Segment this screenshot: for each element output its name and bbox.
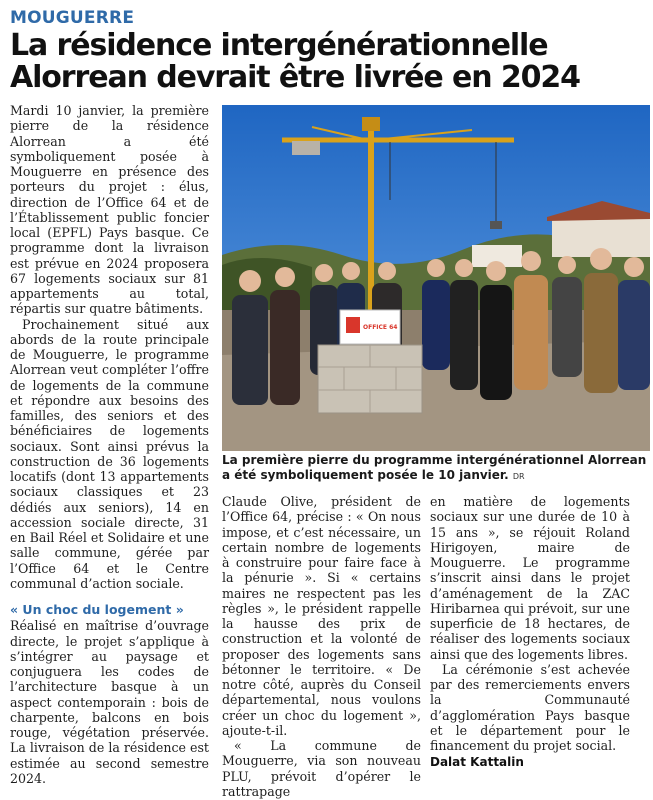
column-2 xyxy=(222,494,421,799)
photo-illustration xyxy=(222,105,650,451)
photo-caption xyxy=(222,453,650,484)
paragraph: Mardi 10 janvier, la première pierre de la résidence Alorrean a été symboliquement posée à Mouguerre en présence des porteurs du projet : élus, direction de l’Office 64 et de l’Établissement public foncier local (EPFL) Pays basque. Ce programme dont la livraison est prévue en 2024 proposera 67 logements sociaux sur 81 appartements au total, répartis sur quatre bâtiments. xyxy=(10,103,209,317)
article-photo xyxy=(222,105,650,451)
paragraph: La cérémonie s’est achevée par des remerciements envers la Communauté d’agglomération Pays basque et le département pour le financement du projet social. xyxy=(430,661,630,753)
caption-text: La première pierre du programme intergénérationnel Alorrean a été symboliquement posée le 10 janvier. xyxy=(222,453,647,482)
paragraph: en matière de logements sociaux sur une durée de 10 à 15 ans », se réjouit Roland Hirigoyen, maire de Mouguerre. Le programme s’inscrit ainsi dans le projet d’aménagement de la ZAC Hiribarnea qui prévoit, sur une superficie de 18 hectares, de réaliser des logements sociaux ainsi que des logements libres. xyxy=(430,494,630,662)
section-label: MOUGUERRE xyxy=(10,8,135,28)
first-stone xyxy=(318,345,422,413)
sign-text: OFFICE 64 xyxy=(363,324,398,331)
headline: La résidence intergénérationnelle Alorrean devrait être livrée en 2024 xyxy=(10,28,580,95)
paragraph: Claude Olive, président de l’Office 64, précise : « On nous impose, et c’est nécessaire, un certain nombre de logements à construire pour faire face à la pénurie ». Si « certains maires ne respectent pas les règles », le président rappelle la hausse des prix de construction et la volonté de proposer des logements sans bétonner le territoire. « De notre côté, auprès du Conseil départemental, nous voulons créer un choc du logement », ajoute-t-il. xyxy=(222,494,421,738)
photo-credit: DR xyxy=(512,472,525,481)
column-3 xyxy=(430,494,630,771)
paragraph: Prochainement situé aux abords de la route principale de Mouguerre, le programme Alorrean veut compléter l’offre de logements de la commune et répondre aux besoins des familles, des seniors et des bénéficiaires de logements sociaux. Sont ainsi prévus la construction de 36 logements locatifs (dont 13 appartements sociaux classiques et 23 dédiés aux seniors), 14 en accession sociale directe, 31 en Bail Réel et Solidaire et une salle commune, gérée par l’Office 64 et le Centre communal d’action sociale. xyxy=(10,316,209,591)
office64-logo xyxy=(346,317,360,333)
column-1 xyxy=(10,103,209,786)
byline: Dalat Kattalin xyxy=(430,755,524,770)
paragraph: Réalisé en maîtrise d’ouvrage directe, le projet s’applique à s’intégrer au paysage et conjuguera les codes de l’architecture basque à un aspect contemporain : bois de charpente, balcons en bois rouge, végétation préservée. La livraison de la résidence est estimée au second semestre 2024. xyxy=(10,618,209,786)
paragraph: « La commune de Mouguerre, via son nouveau PLU, prévoit d’opérer le rattrapage xyxy=(222,738,421,799)
subheading: « Un choc du logement » xyxy=(10,602,184,617)
